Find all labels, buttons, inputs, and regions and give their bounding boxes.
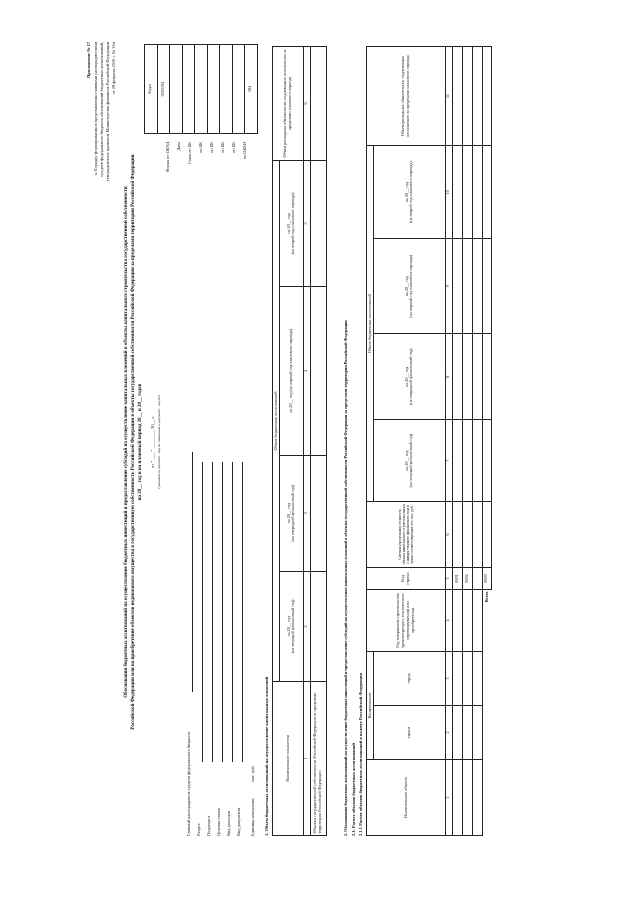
s2-r1-c2 [452, 706, 462, 760]
header-line-4: от 28 февраля 2020 г. № 32н [111, 42, 116, 95]
s2-r2-c10 [462, 146, 472, 239]
s2-col-country: страна [373, 706, 445, 760]
header-line-1: к Порядку формирования и представления главными распорядителями [93, 42, 98, 175]
s2-col-y2: на 20__ год (на очередной финансовый год) [373, 334, 445, 420]
s2-col-naim: Наименование [367, 652, 374, 760]
s2-r2-c2 [462, 706, 472, 760]
bk3-value [220, 45, 233, 134]
s2-col-object: Наименование объекта [367, 760, 446, 836]
s2-col-y3: на 20__ год (на первый год планового периода) [373, 239, 445, 334]
bk2-value [207, 45, 220, 134]
s2-num-6: 6 [445, 502, 452, 568]
okei-label: по ОКЕИ [242, 142, 247, 160]
date-label: Дата [176, 142, 181, 151]
s2-r2-c1 [462, 760, 472, 836]
bk4-value [232, 45, 245, 134]
s2-r2-c3 [462, 652, 472, 706]
section2-title: 2. Обоснования бюджетных ассигнований на осуществление бюджетных инвестиций и предоставление субсидий на осуществление капитальных вложений в объекты государственной собственности Российской Федерации за пределами территории Российской Федерации [343, 320, 348, 836]
s2-r1-c11 [452, 47, 462, 146]
section1-table [272, 46, 327, 836]
bk1-value [195, 45, 208, 134]
total-c6 [482, 502, 492, 568]
table-row [462, 47, 472, 836]
total-label: Всего [483, 591, 489, 602]
total-code: 9000 [482, 568, 492, 590]
s2-r3-c11 [472, 47, 482, 146]
bk2-label: по БК [209, 142, 214, 153]
s1-col-y1: на 20__ год (на текущий финансовый год) [279, 571, 303, 681]
s2-r2-c4 [462, 590, 472, 652]
s2-num-10: 10 [445, 146, 452, 239]
target-label: Целевая статья [216, 807, 221, 836]
section-label: Раздел [196, 823, 201, 836]
total-c7 [482, 420, 492, 502]
glava-value [182, 45, 195, 134]
s2-r2-c11 [462, 47, 472, 146]
s2-num-3: 3 [445, 652, 452, 706]
section-line [202, 462, 203, 762]
s2-r1-c4 [452, 590, 462, 652]
s2-r1-c7 [452, 420, 462, 502]
s2-num-9: 9 [445, 239, 452, 334]
table-row [452, 47, 462, 836]
s1-num-1: 1 [303, 682, 310, 836]
s2-r2-c7 [462, 420, 472, 502]
s2-r1-c8 [452, 334, 462, 420]
s1-row1-c3 [310, 455, 326, 571]
total-c8 [482, 334, 492, 420]
s1-col-y3: на 20__ год (на первый год планового периода) [279, 286, 303, 455]
s1-col-y4: на 20__ год (на второй год планового периода) [279, 161, 303, 287]
s2-r1-c3 [452, 652, 462, 706]
subsection-line [212, 462, 213, 762]
doc-kind-note: (указывается документ - код 01, изменения к документу - код 02) [157, 395, 161, 489]
form-date: от " ___ " ________ 20__ г. [150, 416, 155, 468]
table-row [472, 47, 482, 836]
s2-r3-c9 [472, 239, 482, 334]
header-line-2: средств федерального бюджета обоснований бюджетных ассигнований, [99, 42, 104, 177]
s2-r1-c1 [452, 760, 462, 836]
target-line [222, 462, 223, 762]
s2-r3-c3 [472, 652, 482, 706]
s2-r2-c8 [462, 334, 472, 420]
s2-col-city: город [373, 652, 445, 706]
s2-r3-c8 [472, 334, 482, 420]
unit-value: тыс. руб. [250, 765, 255, 782]
s1-num-6: 6 [303, 47, 310, 161]
s2-code-0001: 0001 [452, 568, 462, 590]
s1-col-obligations: Объем расходных обязательств, подлежащих исполнению за пределами планового периода [273, 47, 304, 161]
bk3-label: по БК [220, 142, 225, 153]
s1-row1-c4 [310, 286, 326, 455]
s2-col-y1: на 20__ год (на текущий финансовый год) [373, 420, 445, 502]
s1-num-4: 4 [303, 286, 310, 455]
s2-num-11: 11 [445, 47, 452, 146]
s1-col-volume: Объем бюджетных ассигнований [273, 161, 280, 682]
bk4-label: по БК [231, 142, 236, 153]
doc-type-line [242, 462, 243, 762]
bk1-label: по БК [198, 142, 203, 153]
total-c9 [482, 239, 492, 334]
s2-r1-c9 [452, 239, 462, 334]
s2-r3-c1 [472, 760, 482, 836]
okud-value: 0505194 [157, 45, 170, 134]
s2-col-obligations: Объем расходных обязательств, подлежащих исполнению за пределами планового периода [367, 47, 446, 146]
expense-type-label: Вид расходов [226, 810, 231, 836]
codes-header: Коды [145, 45, 158, 134]
s2-num-7: 7 [445, 420, 452, 502]
glava-label: Глава по БК [187, 142, 192, 165]
section2-sub1: 2.1. Расчет объемов бюджетных ассигнований [351, 742, 356, 836]
total-c10 [482, 146, 492, 239]
section1-title: 1. Объем бюджетных ассигнований на осуществление капитальных вложений [264, 676, 269, 836]
header-line-3: утвержденному приказом Министерства финансов Российской Федерации [105, 42, 110, 182]
s2-num-8: 8 [445, 334, 452, 420]
s1-num-5: 5 [303, 161, 310, 287]
s1-num-2: 2 [303, 571, 310, 681]
main-manager-label: Главный распорядитель средств федерального бюджета [186, 731, 191, 836]
total-row [482, 47, 492, 836]
s2-r3-c4 [472, 590, 482, 652]
s1-col-name: Наименование показателя [273, 682, 304, 836]
s1-row1-c2 [310, 571, 326, 681]
s2-r3-c10 [472, 146, 482, 239]
s2-col-cost: Сметная (предельная) стоимость объекта капитального строительства на 1 января текущего финансового года в ценах соответствующих лет, тыс. руб. [367, 502, 446, 568]
section2-table [366, 46, 492, 836]
codes-table [144, 44, 258, 134]
unit-label: Единица измерения: [250, 797, 255, 836]
main-manager-line [192, 452, 193, 692]
title-line-3: на 20__ год и на плановый период 20__ и 20__ годов [138, 383, 143, 501]
okud-label: Форма по ОКУД [165, 142, 170, 173]
date-value [170, 45, 183, 134]
s2-r3-c7 [472, 420, 482, 502]
s1-row1-c6 [310, 47, 326, 161]
s2-col-code: Код строки [367, 568, 446, 590]
s2-num-4: 4 [445, 590, 452, 652]
s2-col-year: Год завершения строительства (реконструкции, технического перевооружения) или приобретения [367, 590, 446, 652]
section2-sub11: 2.1.1 Расчет объемов бюджетных ассигнований в валюте Российской Федерации [358, 672, 363, 836]
appendix-label: Приложение № 17 [86, 42, 91, 79]
s1-col-y2: на 20__ год (на очередной финансовый год) [279, 455, 303, 571]
s2-r3-c5 [472, 568, 482, 590]
doc-type-label: Вид документа [236, 807, 241, 836]
okei-value: 384 [245, 45, 258, 134]
s2-col-y4: на 20__ год (на второй год планового периода) [373, 146, 445, 239]
title-line-2: Российской Федерации или на приобретение объектов недвижимого имущества в государственную собственность Российской Федерации в объекты государственной собственности Российской Федерации за пределами территории Российской Федерации [131, 154, 136, 730]
s1-num-3: 3 [303, 455, 310, 571]
s2-r2-c6 [462, 502, 472, 568]
s2-r2-c9 [462, 239, 472, 334]
subsection-label: Подраздел [206, 816, 211, 836]
rotated-form [82, 42, 562, 842]
s2-r1-c10 [452, 146, 462, 239]
title-line-1: Обоснования бюджетных ассигнований на осуществление бюджетных инвестиций и предоставление субсидий на осуществление капитальных вложений в объекты капитального строительства государственной собственности [124, 186, 129, 698]
s2-col-volume: Объем бюджетных ассигнований [367, 146, 374, 502]
total-c11 [482, 47, 492, 146]
s2-r3-c6 [472, 502, 482, 568]
s2-code-0002: 0002 [462, 568, 472, 590]
s2-r1-c6 [452, 502, 462, 568]
expense-type-line [232, 462, 233, 762]
s2-num-5: 5 [445, 568, 452, 590]
s2-r3-c2 [472, 706, 482, 760]
s2-num-2: 2 [445, 706, 452, 760]
s1-row1-label: Объекты государственной собственности Российской Федерации за пределами территории Российской Федерации [310, 682, 326, 836]
s1-row1-c5 [310, 161, 326, 287]
s2-num-1: 1 [445, 760, 452, 836]
